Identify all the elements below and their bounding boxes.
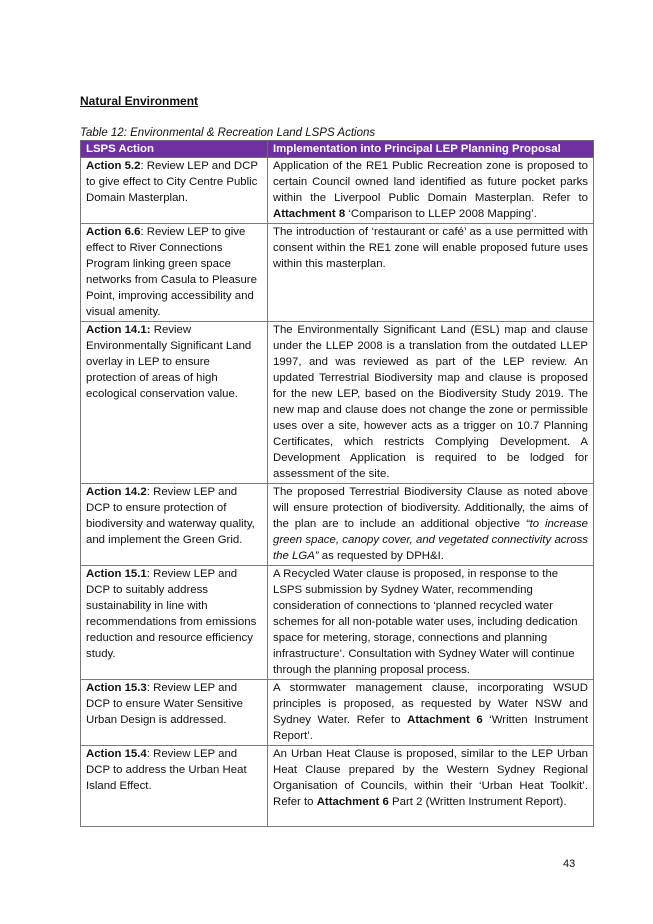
action-id: Action 15.3 [86,682,147,694]
table-row [81,680,594,746]
attachment-ref: Attachment 8 [273,208,346,220]
action-cell [81,680,268,746]
implementation-cell [268,484,594,566]
table-row [81,224,594,322]
action-text: : Review LEP and DCP to suitably address sustainability in line with recommendations from emissions reduction and resource efficiency study. [86,568,257,660]
objective-quote: “to increase green space, canopy cover, and vegetated connectivity across the LGA” [273,518,588,562]
implementation-text: The proposed Terrestrial Biodiversity Clause as noted above will ensure protection of biodiversity. Additionally, the aims of the plan are to include an additional objective [273,486,588,530]
implementation-text: The introduction of ‘restaurant or café’ as a use permitted with consent within the RE1 zone will enable proposed future uses within this masterplan. [273,226,588,270]
table-caption: Table 12: Environmental & Recreation Land LSPS Actions [80,127,376,139]
action-text: : Review LEP and DCP to ensure Water Sensitive Urban Design is addressed. [86,682,244,726]
implementation-text: ‘Comparison to LLEP 2008 Mapping’. [345,208,537,220]
table-row [81,566,594,680]
implementation-text: An Urban Heat Clause is proposed, similar to the LEP Urban Heat Clause prepared by the Western Sydney Regional Organisation of Councils, within their ‘Urban Heat Toolkit’. Refer to [273,748,588,808]
implementation-cell [268,566,594,680]
implementation-text: Application of the RE1 Public Recreation zone is proposed to certain Council owned land identified as future pocket parks within the Liverpool Public Domain Masterplan. Refer to [273,160,588,204]
action-id: Action 15.4 [86,748,147,760]
table-row [81,322,594,484]
header-implementation: Implementation into Principal LEP Planning Proposal [268,141,594,158]
action-id: Action 14.2 [86,486,147,498]
attachment-ref: Attachment 6 [407,714,483,726]
action-id: Action 5.2 [86,160,141,172]
implementation-cell [268,158,594,224]
action-text: Review Environmentally Significant Land overlay in LEP to ensure protection of areas of high ecological conservation value. [86,324,252,400]
table-row [81,484,594,566]
implementation-text: as requested by DPH&I. [318,550,444,562]
action-cell [81,158,268,224]
header-lsps-action: LSPS Action [81,141,268,158]
action-id: Action 6.6 [86,226,141,238]
action-cell [81,224,268,322]
table-row [81,746,594,827]
page-number: 43 [563,858,576,870]
implementation-text: ‘Written Instrument Report’. [273,714,589,742]
implementation-text: The Environmentally Significant Land (ESL) map and clause under the LLEP 2008 is a translation from the outdated LLEP 1997, and was reviewed as part of the LEP review. An updated Terrestrial Biodiversity map and clause is proposed for the new LEP, based on the Biodiversity Study 2019. The new map and clause does not change the zone or permissible uses over a site, however acts as a trigger on 10.7 Planning Certificates, which restricts Complying Development. A Development Application is required to be lodged for assessment of the site. [273,324,588,480]
implementation-cell [268,680,594,746]
implementation-cell [268,224,594,322]
action-text: : Review LEP and DCP to ensure protection of biodiversity and waterway quality, and implement the Green Grid. [86,486,255,546]
action-id: Action 15.1 [86,568,147,580]
action-text: : Review LEP and DCP to give effect to City Centre Public Domain Masterplan. [86,160,258,204]
table-row [81,158,594,224]
implementation-text: A stormwater management clause, incorporating WSUD principles is proposed, as requested by Water NSW and Sydney Water. Refer to [273,682,588,726]
implementation-cell [268,322,594,484]
action-id: Action 14.1: [86,324,151,336]
action-text: : Review LEP to give effect to River Connections Program linking green space networks from Casula to Pleasure Point, improving accessibility and visual amenity. [86,226,257,318]
action-cell [81,746,268,827]
implementation-text: A Recycled Water clause is proposed, in response to the LSPS submission by Sydney Water, recommending consideration of connections to ‘planned recycled water schemes for all non-potable water uses, including dedication space for metering, storage, connections and planning infrastructure’. Consultation with Sydney Water will continue through the planning proposal process. [273,568,578,676]
action-cell [81,322,268,484]
section-heading: Natural Environment [80,94,199,108]
attachment-ref: Attachment 6 [316,796,389,808]
lsps-actions-table [80,140,594,827]
action-text: : Review LEP and DCP to address the Urban Heat Island Effect. [86,748,247,792]
action-cell [81,566,268,680]
implementation-cell [268,746,594,827]
table-header-row [81,141,594,158]
action-cell [81,484,268,566]
implementation-text: Part 2 (Written Instrument Report). [388,796,567,808]
